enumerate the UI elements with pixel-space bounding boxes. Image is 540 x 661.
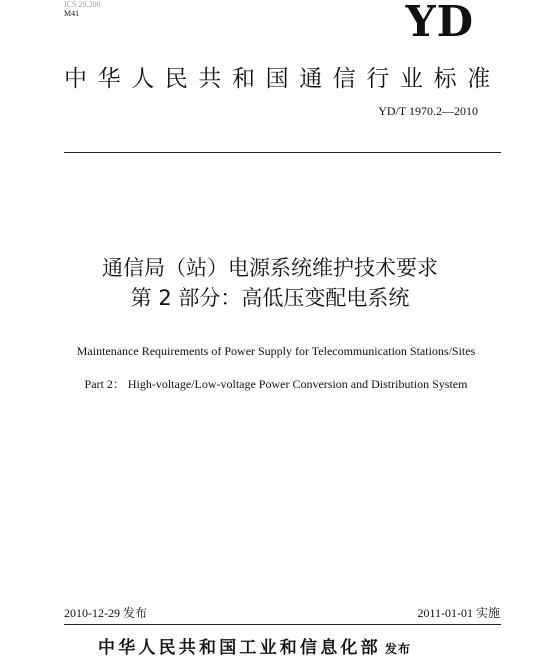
english-title-line-1: Maintenance Requirements of Power Supply for Telecommunication Stations/Sites — [76, 344, 476, 358]
classification-codes — [64, 0, 100, 18]
issue-date — [64, 606, 147, 620]
issue-label: 发布 — [123, 606, 148, 620]
ics-code: ICS 29.200 — [64, 0, 101, 9]
english-title-line-2: Part 2： High-voltage/Low-voltage Power Conversion and Distribution System — [84, 377, 468, 391]
publisher — [98, 636, 478, 661]
issue-date-value: 2010-12-29 — [64, 606, 120, 620]
standard-number: YD/T 1970.2—2010 — [378, 104, 478, 118]
top-divider — [64, 152, 501, 153]
publisher-name: 中华人民共和国工业和信息化部 — [98, 638, 381, 658]
classification-code: M41 — [64, 9, 80, 18]
chinese-title-line-2: 第 2 部分：高低压变配电系统 — [130, 286, 410, 310]
implementation-label: 实施 — [475, 606, 500, 620]
yd-logo: YD — [405, 0, 474, 46]
publisher-suffix: 发布 — [384, 642, 411, 656]
implementation-date — [417, 606, 500, 620]
standard-type-title: 中华人民共和国通信行业标准 — [64, 66, 501, 92]
implementation-date-value: 2011-01-01 — [417, 606, 473, 620]
chinese-title-line-1: 通信局（站）电源系统维护技术要求 — [102, 256, 438, 280]
bottom-divider — [64, 624, 501, 625]
